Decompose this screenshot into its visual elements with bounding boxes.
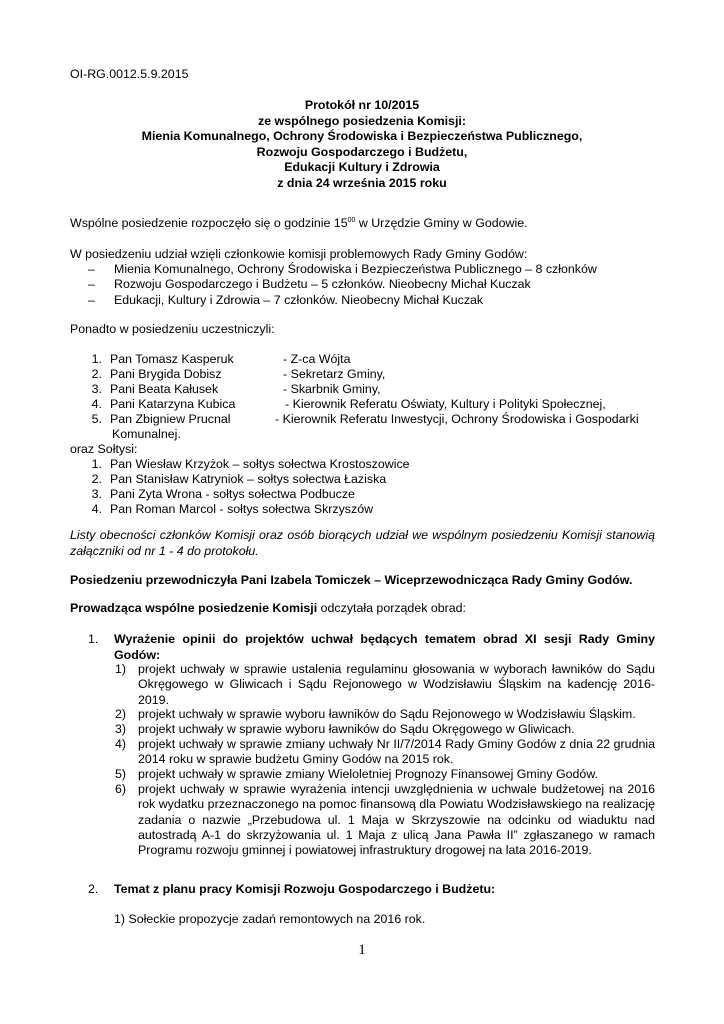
members-list-item: – Edukacji, Kultury i Zdrowia – 7 członków. Nieobecny Michał Kuczak (88, 293, 484, 307)
members-list-item: – Rozwoju Gospodarczego i Budżetu – 5 członków. Nieobecny Michał Kuczak (88, 277, 531, 291)
title-line: Mienia Komunalnego, Ochrony Środowiska i Bezpieczeństwa Publicznego, (141, 129, 583, 143)
agenda-subitem: 1) projekt uchwały w sprawie ustalenia regulaminu głosowania w wyborach ławników do Sądu Okręgowego w Gliwicach i Sądu Rejonowego w Wodzisławiu Śląskim na kadencję 2016-2019. (115, 662, 655, 707)
agenda-subitem: 5) projekt uchwały w sprawie zmiany Wieloletniej Prognozy Finansowej Gminy Godów. (115, 767, 599, 781)
soltysi-intro: oraz Sołtysi: (70, 442, 138, 456)
protocol-title (0, 98, 724, 191)
members-intro: W posiedzeniu udział wzięli członkowie komisji problemowych Rady Gminy Godów: (70, 247, 528, 261)
agenda-item-number: 2. (88, 882, 99, 896)
document-reference: OI-RG.0012.5.9.2015 (70, 67, 189, 81)
title-line: Edukacji Kultury i Zdrowia (284, 160, 440, 174)
agenda-subitem: 3) projekt uchwały w sprawie wyboru ławników do Sądu Okręgowego w Gliwicach. (115, 722, 575, 736)
title-line: z dnia 24 września 2015 roku (277, 175, 447, 190)
participant-item: 5. Pan Zbigniew Prucnal (91, 412, 231, 426)
agenda-item-number: 1. (88, 632, 99, 646)
title-line: Protokół nr 10/2015 (304, 98, 420, 112)
agenda-subitem: 4) projekt uchwały w sprawie zmiany uchwały Nr II/7/2014 Rady Gminy Godów z dnia 22 grudnia 2014 roku w sprawie budżetu Gminy Godów na 2015 rok. (115, 737, 655, 767)
agenda-item-title: Temat z planu pracy Komisji Rozwoju Gospodarczego i Budżetu: (114, 882, 496, 896)
participant-role: - Z-ca Wójta (283, 352, 351, 366)
chair-statement: Posiedzeniu przewodniczyła Pani Izabela Tomiczek – Wiceprzewodnicząca Rady Gminy Godów. (70, 573, 633, 587)
soltys-item: 4. Pan Roman Marcol - sołtys sołectwa Skrzyszów (91, 502, 374, 516)
participant-item: 3. Pani Beata Kałusek (91, 382, 219, 396)
soltys-item: 3. Pani Zyta Wrona - sołtys sołectwa Podbucze (91, 487, 355, 501)
agenda-item-title: Wyrażenie opinii do projektów uchwał będących tematem obrad XI sesji Rady Gminy Godów: (114, 632, 655, 662)
attendance-note: Listy obecności członków Komisji oraz osób biorących udział we wspólnym posiedzeniu Komisji stanowią załączniki od nr 1 - 4 do protokołu. (70, 528, 655, 558)
participant-item: 4. Pani Katarzyna Kubica (91, 397, 236, 411)
soltys-item: 1. Pan Wiesław Krzyżok – sołtys sołectwa Krostoszowice (91, 457, 410, 471)
title-line: Rozwoju Gospodarczego i Budżetu, (256, 144, 468, 159)
participant-role: - Sekretarz Gminy, (283, 367, 386, 381)
participants-intro: Ponadto w posiedzeniu uczestniczyli: (70, 322, 275, 336)
title-line: ze wspólnego posiedzenia Komisji: (258, 113, 466, 128)
participant-role: - Kierownik Referatu Oświaty, Kultury i Polityki Społecznej, (285, 397, 606, 411)
participant-role: - Skarbnik Gminy, (283, 382, 381, 396)
agenda-intro: Prowadząca wspólne posiedzenie Komisji odczytała porządek obrad: (70, 601, 466, 615)
members-list-item: – Mienia Komunalnego, Ochrony Środowiska i Bezpieczeństwa Publicznego – 8 członków (88, 262, 597, 276)
participant-item: 1. Pan Tomasz Kasperuk (91, 352, 234, 366)
agenda-subitem: 6) projekt uchwały w sprawie wyrażenia intencji uwzględnienia w uchwale budżetowej na 2016 rok wydatku przeznaczonego na pomoc finansową dla Powiatu Wodzisławskiego na realizację zadania o nazwie „Przebudowa ul. 1 Maja w Skrzyszowie na odcinku od wiaduktu nad autostradą A-1 do skrzyżowania ul. 1 Maja z ulicą Jana Pawła II” zgłaszanego w ramach Programu rozwoju gminnej i powiatowej infrastruktury drogowej na lata 2016-2019. (115, 782, 655, 858)
soltys-item: 2. Pan Stanisław Katryniok – sołtys sołectwa Łaziska (91, 472, 387, 486)
opening-paragraph: Wspólne posiedzenie rozpoczęło się o godzinie $15^{00}$ w Urzędzie Gminy w Godowie. (70, 216, 528, 230)
participant-item: 2. Pani Brygida Dobisz (91, 367, 222, 381)
participant-role: - Kierownik Referatu Inwestycji, Ochrony Środowiska i Gospodarki (275, 412, 639, 426)
agenda-subitem: 2) projekt uchwały w sprawie wyboru ławników do Sądu Rejonowego w Wodzisławiu Śląskim. (115, 707, 636, 721)
agenda-item-subtopic: 1) Sołeckie propozycje zadań remontowych na 2016 rok. (114, 912, 426, 926)
page-number: 1 (358, 942, 366, 958)
participant-role-continuation: Komunalnej. (112, 427, 181, 441)
